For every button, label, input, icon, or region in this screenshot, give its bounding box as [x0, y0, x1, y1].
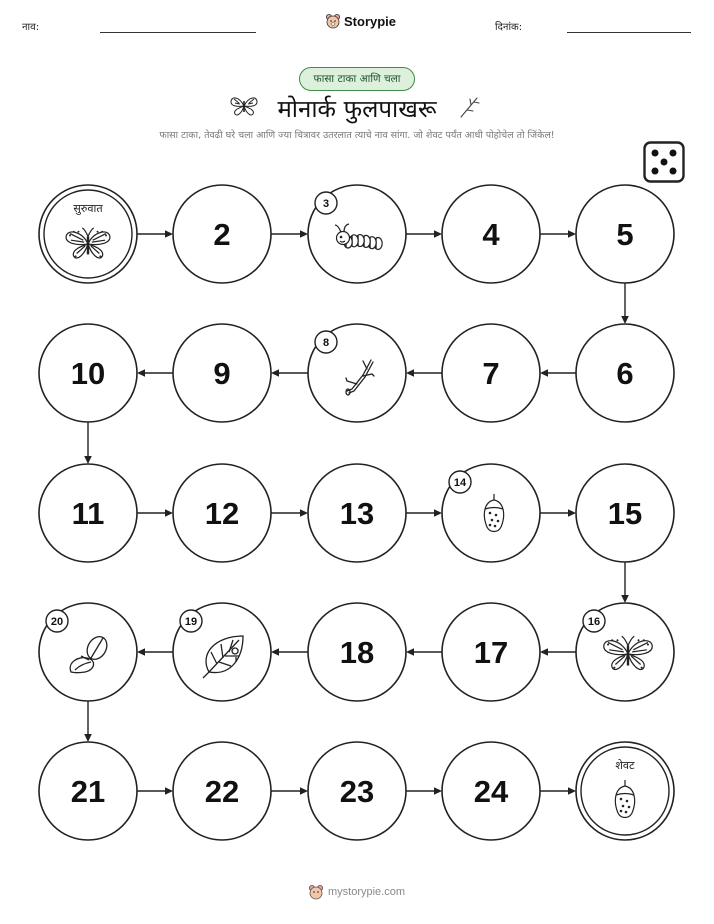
cell-number: 9: [213, 356, 231, 391]
board-cell-12: [173, 464, 271, 562]
cell-number: 5: [616, 217, 634, 252]
board-cell-2: [173, 185, 271, 283]
cell-number: 20: [50, 616, 64, 628]
brand-name: Storypie: [344, 13, 397, 29]
start-label: सुरुवात: [73, 202, 103, 215]
board-cell-25: [576, 742, 674, 840]
board-cell-7: [442, 324, 540, 422]
date-label: दिनांक:: [495, 22, 523, 33]
instructions: फासा टाका, तेवढी घरे चला आणि ज्या चित्रावर उतरलात त्याचे नाव सांगा. जो शेवट पर्यंत आधी पोहोचेल तो जिंकेल!: [159, 130, 555, 141]
board-cell-5: [576, 185, 674, 283]
name-label: नाव:: [22, 22, 40, 33]
cell-number: 11: [71, 496, 105, 531]
cell-number-badge: [583, 610, 605, 632]
path-arrow: [137, 230, 173, 238]
cell-number: 12: [204, 496, 240, 531]
cell-number-badge: [180, 610, 202, 632]
board-cell-4: [442, 185, 540, 283]
board-cell-9: [173, 324, 271, 422]
path-arrow: [406, 369, 442, 377]
end-label: शेवट: [615, 759, 635, 772]
cell-number: 24: [473, 774, 509, 809]
path-arrow: [406, 230, 442, 238]
footer: [308, 884, 405, 900]
path-arrow: [137, 787, 173, 795]
cell-number-badge: [315, 331, 337, 353]
board-cell-22: [173, 742, 271, 840]
footer-bear-icon: [308, 884, 324, 900]
board-cell-6: [576, 324, 674, 422]
cell-number: 17: [473, 635, 509, 670]
path-arrow: [137, 648, 173, 656]
path-arrow: [621, 283, 629, 324]
path-arrow: [271, 787, 308, 795]
board-cell-13: [308, 464, 406, 562]
path-arrow: [137, 509, 173, 517]
board-cell-19: [173, 603, 271, 701]
cell-number-badge: [46, 610, 68, 632]
cell-number: 18: [339, 635, 375, 670]
board-cell-8: [308, 324, 406, 422]
board-cell-1: [39, 185, 137, 283]
cell-number: 13: [339, 496, 375, 531]
board-cell-21: [39, 742, 137, 840]
path-arrow: [540, 509, 576, 517]
board-cell-10: [39, 324, 137, 422]
cell-number: 16: [587, 616, 601, 628]
cell-number: 23: [339, 774, 375, 809]
cell-number: 8: [322, 337, 330, 349]
game-type-badge: फासा टाका आणि चला: [299, 67, 415, 91]
path-arrow: [406, 787, 442, 795]
cell-number-badge: [315, 192, 337, 214]
cell-number: 15: [607, 496, 643, 531]
board-cell-24: [442, 742, 540, 840]
board-cell-20: [39, 603, 137, 701]
board-cell-3: [308, 185, 406, 283]
cell-number: 4: [482, 217, 500, 252]
cell-number: 14: [453, 477, 467, 489]
cell-number: 6: [616, 356, 634, 391]
cell-number-badge: [449, 471, 471, 493]
cell-number: 19: [184, 616, 198, 628]
cell-number: 10: [70, 356, 106, 391]
board-cell-23: [308, 742, 406, 840]
cell-number: 3: [322, 198, 330, 210]
board-cell-18: [308, 603, 406, 701]
path-arrow: [406, 509, 442, 517]
cell-number: 2: [213, 217, 231, 252]
cell-number: 21: [70, 774, 106, 809]
path-arrow: [540, 648, 576, 656]
path-arrow: [271, 648, 308, 656]
path-arrow: [406, 648, 442, 656]
cell-number: 22: [204, 774, 240, 809]
path-arrow: [271, 230, 308, 238]
footer-url: mystorypie.com: [328, 886, 406, 898]
cell-number: 7: [482, 356, 500, 391]
path-arrow: [540, 369, 576, 377]
path-arrow: [271, 509, 308, 517]
path-arrow: [621, 562, 629, 603]
path-arrow: [271, 369, 308, 377]
board-cell-11: [39, 464, 137, 562]
board-cell-17: [442, 603, 540, 701]
path-arrow: [84, 422, 92, 464]
path-arrow: [540, 787, 576, 795]
board-cells: [39, 185, 674, 840]
path-arrow: [84, 701, 92, 742]
path-arrow: [137, 369, 173, 377]
page-title: मोनार्क फुलपाखरू: [277, 95, 437, 123]
board-cell-14: [442, 464, 540, 562]
board-cell-15: [576, 464, 674, 562]
path-arrow: [540, 230, 576, 238]
board-cell-16: [576, 603, 674, 701]
